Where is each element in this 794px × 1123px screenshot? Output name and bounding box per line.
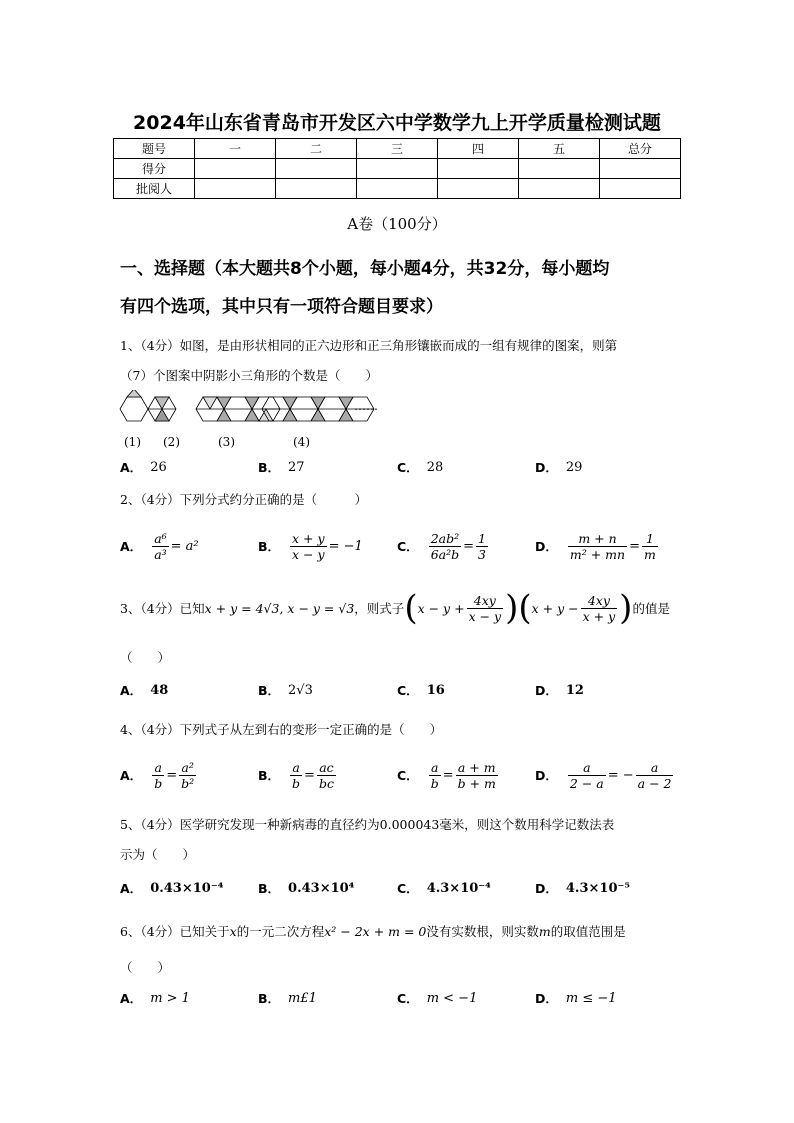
option-label: D． [535, 460, 558, 475]
score-cell[interactable] [195, 159, 276, 179]
numerator: 4xy [587, 592, 610, 608]
numerator: a [583, 759, 591, 775]
fig-label-3: (3) [218, 435, 235, 449]
score-header-cell: 三 [357, 139, 438, 159]
numerator: a [154, 759, 162, 775]
denominator: m [644, 546, 656, 562]
q4-stem: 4、（4分）下列式子从左到右的变形一定正确的是（ ） [120, 722, 443, 737]
q3-suffix: 的值是 [632, 601, 670, 616]
score-header-cell: 二 [276, 139, 357, 159]
option-label: B． [258, 539, 281, 554]
q6-blank: （ ） [120, 960, 171, 975]
q3-term1: x − y + [417, 600, 465, 616]
q5-option-b[interactable] [258, 868, 354, 908]
q5-options [120, 868, 680, 908]
q2-stem: 2、（4分）下列分式约分正确的是（ ） [120, 492, 368, 507]
fraction [290, 760, 302, 791]
q5-option-a[interactable] [120, 868, 223, 908]
score-cell[interactable] [276, 159, 357, 179]
q2-option-a[interactable] [120, 526, 199, 566]
equals-sign: = [304, 767, 315, 783]
expression: = a² [170, 538, 199, 554]
q1-option-a[interactable] [120, 447, 167, 487]
q3-prefix: 3、（4分）已知 [120, 601, 205, 616]
score-cell[interactable] [519, 159, 600, 179]
fraction [290, 531, 327, 562]
numerator: m + n [578, 530, 617, 546]
q3-mid: ，则式子 [354, 601, 405, 616]
denominator: b² [181, 775, 195, 791]
q1-option-c[interactable] [397, 447, 443, 487]
score-cell[interactable] [276, 179, 357, 199]
denominator: x + y [582, 608, 616, 624]
q1-option-b[interactable] [258, 447, 305, 487]
option-label: B． [258, 768, 281, 783]
q3-option-d[interactable] [535, 670, 584, 710]
denominator: a − 2 [637, 775, 672, 791]
q2-option-d[interactable] [535, 526, 660, 566]
denominator: x − y [292, 546, 325, 562]
equals-sign: = [629, 538, 640, 554]
option-value: 0.43×10⁻⁴ [150, 880, 224, 896]
right-paren-glyph: ) [619, 588, 633, 628]
option-value: m > 1 [150, 990, 190, 1006]
q5-stem-line2: 示为（ ） [120, 847, 196, 862]
option-value: 4.3×10⁻⁴ [426, 880, 491, 896]
fraction [568, 531, 627, 562]
q6-options [120, 978, 680, 1018]
q4-option-d[interactable] [535, 755, 675, 795]
numerator: a⁶ [154, 530, 167, 546]
q6-stem [120, 922, 626, 940]
q3-stem [120, 586, 670, 630]
numerator: ac [319, 759, 334, 775]
fraction [152, 760, 164, 791]
option-label: D． [535, 881, 558, 896]
option-label: A． [120, 683, 143, 698]
score-header-cell: 题号 [114, 139, 195, 159]
numerator: 1 [478, 530, 486, 546]
score-cell[interactable] [519, 179, 600, 199]
q4-option-a[interactable] [120, 755, 198, 795]
option-value: 48 [150, 682, 169, 698]
score-cell[interactable] [357, 159, 438, 179]
denominator: b [154, 775, 163, 791]
equals-sign: = [463, 538, 475, 554]
equals-sign: = [166, 767, 178, 783]
left-paren-glyph: ( [404, 588, 418, 628]
option-label: C． [397, 881, 419, 896]
numerator: a [650, 759, 659, 775]
q1-option-d[interactable] [535, 447, 582, 487]
option-value: 12 [565, 682, 584, 698]
q6-option-a[interactable] [120, 978, 190, 1018]
option-value: 0.43×10⁴ [288, 880, 355, 896]
q3-option-b[interactable] [258, 670, 313, 710]
score-table-row [114, 159, 681, 179]
numerator: 4xy [473, 592, 496, 608]
q6-suffix: 没有实数根，则实数 [426, 924, 539, 939]
q6-suffix2: 的取值范围是 [550, 924, 626, 939]
q5-option-d[interactable] [535, 868, 630, 908]
page-title: 2024年山东省青岛市开发区六中学数学九上开学质量检测试题 [133, 112, 661, 134]
denominator: b [292, 775, 301, 791]
option-label: C． [397, 683, 419, 698]
option-value: 29 [565, 459, 583, 475]
option-label: A． [120, 881, 143, 896]
left-paren-glyph: ( [518, 588, 532, 628]
fraction [476, 531, 488, 562]
score-row-label: 批阅人 [114, 179, 195, 199]
option-label: C． [397, 991, 419, 1006]
numerator: a + m [457, 759, 496, 775]
option-label: C． [397, 768, 419, 783]
denominator: b [430, 775, 439, 791]
score-table-header-row [114, 139, 681, 159]
q1-stem-line2: （7）个图案中阴影小三角形的个数是（ ） [120, 368, 378, 383]
denominator: x − y [468, 608, 502, 624]
q2-option-c[interactable] [397, 526, 490, 566]
hexagon-pattern-figure [118, 390, 388, 430]
option-label: D． [535, 539, 558, 554]
score-header-cell: 五 [519, 139, 600, 159]
score-cell[interactable] [357, 179, 438, 199]
denominator: b + m [457, 775, 496, 791]
denominator: bc [318, 775, 334, 791]
option-value: 28 [426, 459, 444, 475]
score-cell[interactable] [438, 179, 519, 199]
option-label: B． [258, 460, 281, 475]
fig-label-1: (1) [124, 435, 141, 449]
q3-option-a[interactable] [120, 670, 168, 710]
option-label: B． [258, 991, 281, 1006]
option-label: D． [535, 768, 558, 783]
option-label: C． [397, 460, 419, 475]
denominator: 3 [478, 546, 486, 562]
score-row-label: 得分 [114, 159, 195, 179]
pattern-ellipsis: …… [354, 399, 378, 413]
numerator: a [292, 759, 300, 775]
numerator: a [430, 759, 439, 775]
fraction [467, 593, 504, 624]
score-cell[interactable] [600, 179, 681, 199]
fig-label-2: (2) [163, 435, 180, 449]
fraction [179, 760, 196, 791]
option-label: B． [258, 881, 281, 896]
score-header-cell: 四 [438, 139, 519, 159]
fraction [429, 531, 461, 562]
score-table-row [114, 179, 681, 199]
numerator: x + y [292, 530, 325, 546]
q6-option-d[interactable] [535, 978, 617, 1018]
q4-option-c[interactable] [397, 755, 500, 795]
fraction [456, 760, 498, 791]
option-value: m£1 [288, 990, 317, 1006]
fraction [317, 760, 336, 791]
option-value: 27 [288, 459, 305, 475]
q3-term2: x + y − [531, 600, 579, 616]
denominator: m² + mn [569, 546, 626, 562]
q3-condition: x + y = 4√3, x − y = √3 [204, 600, 355, 616]
q4-option-b[interactable] [258, 755, 338, 795]
q1-options [120, 447, 680, 487]
pattern-2 [148, 397, 176, 421]
part1-heading-line2: 有四个选项，其中只有一项符合题目要求） [120, 297, 443, 317]
right-paren-glyph: ) [505, 588, 519, 628]
equals-neg-sign: = − [607, 767, 634, 783]
denominator: a³ [154, 546, 167, 562]
score-cell[interactable] [600, 159, 681, 179]
fig-label-4: (4) [293, 435, 310, 449]
option-label: A． [120, 460, 143, 475]
option-value: 16 [426, 682, 445, 698]
option-label: D． [535, 683, 558, 698]
section-a-title: A卷（100分） [347, 215, 447, 233]
option-value: 2√3 [288, 682, 313, 698]
q6-mid: 的一元二次方程 [236, 924, 325, 939]
q6-option-c[interactable] [397, 978, 477, 1018]
score-cell[interactable] [195, 179, 276, 199]
equals-sign: = [442, 767, 454, 783]
q6-equation: x² − 2x + m = 0 [324, 924, 427, 939]
fraction [429, 760, 441, 791]
option-label: A． [120, 991, 143, 1006]
denominator: 2 − a [569, 775, 604, 791]
fraction [642, 531, 658, 562]
option-value: m ≤ −1 [565, 990, 617, 1006]
part1-heading-line1: 一、选择题（本大题共8个小题，每小题4分，共32分，每小题均 [120, 259, 610, 279]
q6-var: x [229, 924, 237, 939]
q1-stem-line1: 1、（4分）如图，是由形状相同的正六边形和正三角形镶嵌而成的一组有规律的图案，则第 [120, 338, 618, 353]
option-label: A． [120, 768, 143, 783]
option-value: m < −1 [426, 990, 478, 1006]
fraction [152, 531, 168, 562]
numerator: 1 [645, 530, 654, 546]
q4-options [120, 755, 680, 795]
q2-options [120, 526, 680, 566]
denominator: 6a²b [430, 546, 460, 562]
score-table [113, 138, 681, 199]
numerator: a² [181, 759, 194, 775]
score-cell[interactable] [438, 159, 519, 179]
expression: = −1 [328, 538, 363, 554]
q6-prefix: 6、（4分）已知关于 [120, 924, 230, 939]
q6-option-b[interactable] [258, 978, 317, 1018]
score-header-cell: 一 [195, 139, 276, 159]
q5-stem-line1: 5、（4分）医学研究发现一种新病毒的直径约为0.000043毫米，则这个数用科学记数法表 [120, 817, 615, 832]
q3-option-c[interactable] [397, 670, 445, 710]
option-label: D． [535, 991, 558, 1006]
fraction [581, 593, 618, 624]
score-header-cell: 总分 [600, 139, 681, 159]
fraction [568, 760, 606, 791]
q5-option-c[interactable] [397, 868, 491, 908]
option-value: 26 [150, 459, 167, 475]
fraction [636, 760, 674, 791]
q3-options [120, 670, 680, 710]
option-label: A． [120, 539, 143, 554]
q2-option-b[interactable] [258, 526, 363, 566]
pattern-1 [120, 390, 148, 421]
option-label: B． [258, 683, 281, 698]
option-value: 4.3×10⁻⁵ [565, 880, 631, 896]
option-label: C． [397, 539, 419, 554]
numerator: 2ab² [430, 530, 460, 546]
q6-var2: m [538, 924, 551, 939]
q3-blank: （ ） [120, 650, 171, 665]
